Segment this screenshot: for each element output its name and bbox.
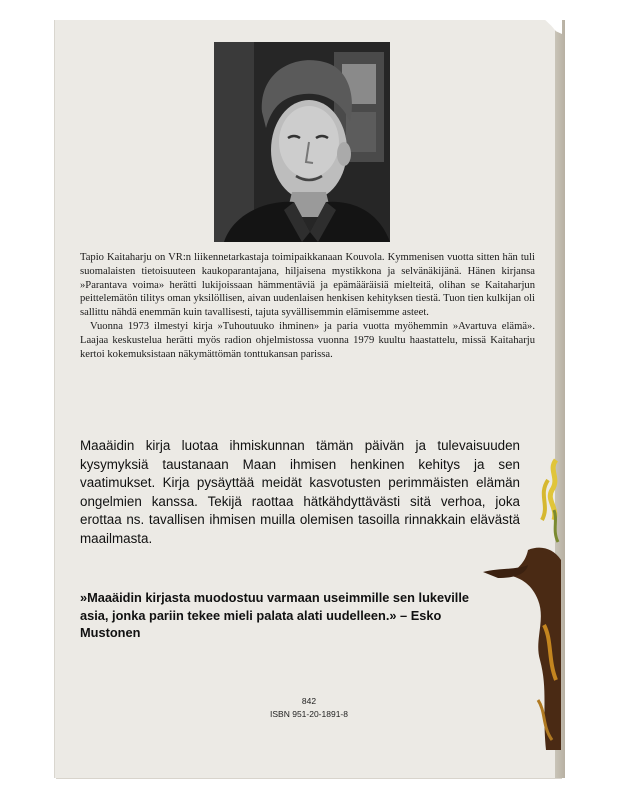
isbn: ISBN 951-20-1891-8: [270, 709, 348, 719]
book-blurb: Maaäidin kirja luotaa ihmiskunnan tämän päivän ja tulevaisuuden kysymyksiä taustanaan Maan ihmisen henkinen kehitys ja sen vaatimukset. Kirja pysäyttää meidät kasvotusten perimmäisten elämän ongelmien kanssa. Tekijä raottaa hätkähdyttävästi sitä verhoa, joka erottaa ns. tavallisen ihmisen muilla olemisen tasoilla rinnakkain elävästä maailmasta.: [80, 438, 520, 546]
author-photo: [214, 42, 390, 242]
author-biography: [80, 251, 535, 361]
author-portrait-image: [214, 42, 390, 242]
review-quote: »Maaäidin kirjasta muodostuu varmaan useimmille sen lukeville asia, jonka pariin tekee mieli palata alati uudelleen.» – Esko Mustonen: [80, 590, 470, 640]
price-code: 842: [301, 696, 317, 706]
bio-paragraph-1: Tapio Kaitaharju on VR:n liikennetarkastaja toimipaikkanaan Kouvola. Kymmenisen vuotta sitten hän tuli suomalaisten tietoisuuteen kaukoparantajana, hiljaisena mystikkona ja selvänäkijänä. Hänen kirjansa »Parantava voima» herätti lukijoissaan hämmentäviä ja epämääräisiä mielteitä, olihan se Kaitaharjun peittelemätön tilitys oman yksilöllisen, aivan uudenlaisen henkisen kehityksen tiestä. Tuon tien kulkijan oli sallittu nähdä enemmän kuin tavallisesti, tajuta syvällisemmin elämisemme asteet.: [80, 252, 535, 319]
bio-paragraph-2: Vuonna 1973 ilmestyi kirja »Tuhoutuuko ihminen» ja paria vuotta myöhemmin »Avartuva elämä». Laajaa keskustelua herätti myös radion ohjelmistossa vuonna 1979 kuultu haastattelu, missä Kaitaharju kertoi kokemuksistaan näkymättömän tonttukansan parissa.: [80, 320, 535, 360]
wraparound-illustration: [468, 450, 563, 750]
